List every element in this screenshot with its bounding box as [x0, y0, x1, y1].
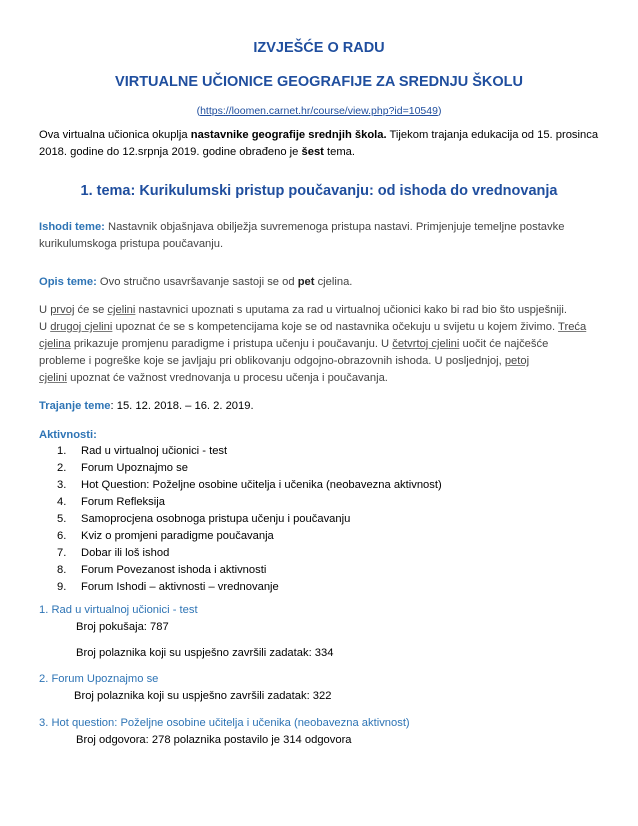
- list-item: [57, 545, 442, 562]
- list-item: [57, 460, 442, 477]
- trajanje-line: [39, 398, 254, 415]
- desc-line-4: [39, 353, 529, 370]
- opis-label: Opis teme:: [39, 276, 97, 288]
- intro-line-1: [39, 127, 598, 144]
- aktivnosti-label: Aktivnosti:: [39, 429, 97, 441]
- list-item: [57, 494, 442, 511]
- list-number: 7.: [57, 547, 67, 559]
- desc-underline: drugoj cjelini: [50, 321, 113, 333]
- trajanje-value: 15. 12. 2018. – 16. 2. 2019.: [113, 400, 254, 412]
- list-item: [57, 477, 442, 494]
- section-3-title: 3. Hot question: Poželjne osobine učitelja i učenika (neobavezna aktivnost): [39, 717, 410, 729]
- intro-line-2: [39, 144, 355, 161]
- desc-text: upoznat će važnost vrednovanja u procesu učenja i poučavanja.: [66, 372, 388, 384]
- list-item: [57, 528, 442, 545]
- list-number: 2.: [57, 462, 67, 474]
- intro-bold: nastavnike geografije srednjih škola.: [190, 129, 387, 141]
- desc-underline: cjelina: [39, 338, 71, 350]
- intro-text: Ova virtualna učionica okuplja: [39, 129, 191, 141]
- desc-text: upoznat će se s kompetencijama koje se od nastavnika očekuju u svijetu u kojem živimo.: [112, 321, 559, 333]
- ishodi-text: Nastavnik objašnjava obilježja suvremenoga pristupa nastavi. Primjenjuje temeljne postavke: [104, 221, 565, 233]
- desc-line-3: [39, 336, 548, 353]
- trajanje-label: Trajanje teme: [39, 400, 111, 412]
- list-text: Dobar ili loš ishod: [81, 547, 170, 559]
- ishodi-label: Ishodi teme:: [39, 221, 105, 233]
- desc-underline: cjelini: [39, 372, 67, 384]
- list-text: Forum Povezanost ishoda i aktivnosti: [81, 564, 267, 576]
- section-3-answers: Broj odgovora: 278 polaznika postavilo je 314 odgovora: [76, 734, 352, 746]
- desc-underline: četvrtoj cjelini: [392, 338, 460, 350]
- list-text: Samoprocjena osobnoga pristupa učenju i poučavanju: [81, 513, 351, 525]
- desc-text: će se: [74, 304, 108, 316]
- desc-text: nastavnici upoznati s uputama za rad u virtualnoj učionici kako bi rad bio što uspješniji.: [135, 304, 567, 316]
- desc-line-2: [39, 319, 586, 336]
- desc-underline: Treća: [558, 321, 587, 333]
- list-number: 1.: [57, 445, 67, 457]
- opis-line: [39, 274, 352, 291]
- intro-bold: šest: [301, 146, 324, 158]
- desc-line-1: [39, 302, 567, 319]
- list-number: 8.: [57, 564, 67, 576]
- list-number: 6.: [57, 530, 67, 542]
- intro-text: Tijekom trajanja edukacija od 15. prosinca: [386, 129, 599, 141]
- ishodi-line-1: [39, 219, 564, 236]
- list-text: Rad u virtualnoj učionici - test: [81, 445, 228, 457]
- page-subtitle: VIRTUALNE UČIONICE GEOGRAFIJE ZA SREDNJU ŠKOLU: [115, 74, 523, 90]
- list-text: Forum Ishodi – aktivnosti – vrednovanje: [81, 581, 279, 593]
- section-1-title: 1. Rad u virtualnoj učionici - test: [39, 604, 198, 616]
- intro-text: 2018. godine do 12.srpnja 2019. godine obrađeno je: [39, 146, 302, 158]
- list-number: 5.: [57, 513, 67, 525]
- desc-text: U: [39, 321, 51, 333]
- list-text: Kviz o promjeni paradigme poučavanja: [81, 530, 274, 542]
- list-text: Hot Question: Poželjne osobine učitelja i učenika (neobavezna aktivnost): [81, 479, 442, 491]
- list-item: [57, 511, 442, 528]
- course-link[interactable]: https://loomen.carnet.hr/course/view.php?id=10549: [200, 105, 438, 117]
- list-number: 9.: [57, 581, 67, 593]
- desc-underline: petoj: [504, 355, 530, 367]
- opis-text: cjelina.: [314, 276, 353, 288]
- list-number: 3.: [57, 479, 67, 491]
- topic-heading: 1. tema: Kurikulumski pristup poučavanju: od ishoda do vrednovanja: [80, 183, 558, 199]
- list-item: [57, 562, 442, 579]
- section-2-completed: Broj polaznika koji su uspješno završili zadatak: 322: [74, 690, 332, 702]
- desc-text: probleme i pogreške koje se javljaju pri oblikovanju odgojno-obrazovnih ishoda. U posljednjoj,: [39, 355, 505, 367]
- desc-line-5: [39, 370, 388, 387]
- opis-bold: pet: [297, 276, 315, 288]
- list-text: Forum Refleksija: [81, 496, 165, 508]
- section-1-attempts: Broj pokušaja: 787: [76, 621, 169, 633]
- url-open-paren: (: [196, 105, 201, 117]
- desc-text: prikazuje promjenu paradigme i pristupa učenju i poučavanju. U: [70, 338, 393, 350]
- list-text: Forum Upoznajmo se: [81, 462, 188, 474]
- desc-underline: cjelini: [107, 304, 136, 316]
- section-2-title: 2. Forum Upoznajmo se: [39, 673, 159, 685]
- list-item: [57, 443, 442, 460]
- desc-text: uočit će najčešće: [459, 338, 549, 350]
- aktivnosti-list: [57, 443, 442, 596]
- desc-text: U: [39, 304, 51, 316]
- list-number: 4.: [57, 496, 67, 508]
- trajanje-colon: :: [110, 400, 114, 412]
- desc-underline: prvoj: [50, 304, 75, 316]
- section-1-completed: Broj polaznika koji su uspješno završili zadatak: 334: [76, 647, 334, 659]
- ishodi-line-2: kurikulumskoga pristupa poučavanju.: [39, 238, 224, 250]
- page-title: IZVJEŠĆE O RADU: [253, 40, 385, 56]
- course-url: [0, 105, 638, 117]
- intro-text: tema.: [323, 146, 356, 158]
- list-item: [57, 579, 442, 596]
- url-close-paren: ): [437, 105, 442, 117]
- opis-text: Ovo stručno usavršavanje sastoji se od: [96, 276, 298, 288]
